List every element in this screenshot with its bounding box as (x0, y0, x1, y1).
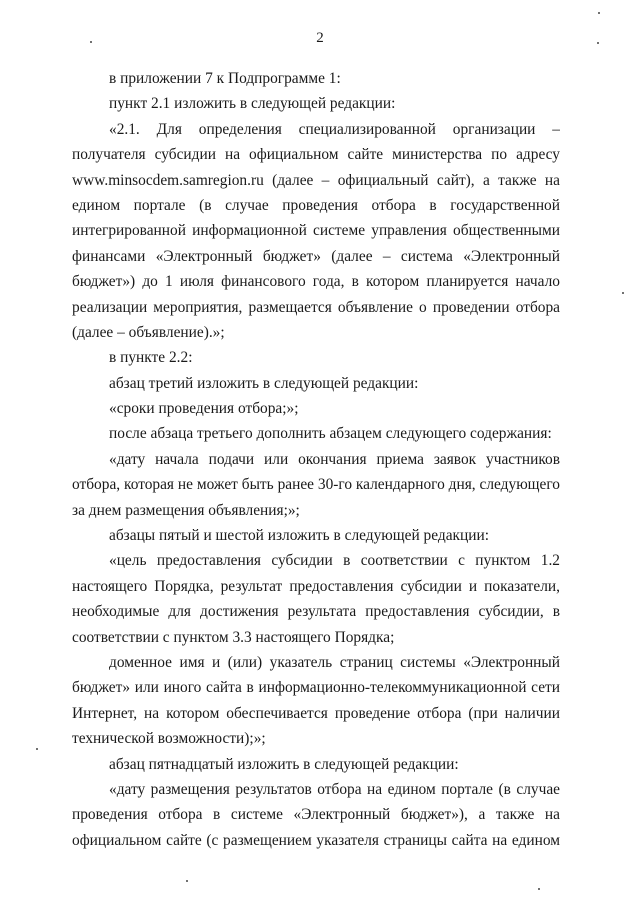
text-line: проведения отбора в системе «Электронный бюджет»), а также на (72, 806, 560, 824)
text-line: «сроки проведения отбора;»; (109, 400, 299, 418)
text-line: едином портале (в случае проведения отбора в государственной (72, 196, 560, 214)
text-line: бюджет») до 1 июля финансового года, в котором планируется начало (72, 273, 560, 291)
text-line: отбора, которая не может быть ранее 30-го календарного дня, следующего (72, 476, 560, 494)
text-line: после абзаца третьего дополнить абзацем следующего содержания: (109, 425, 552, 443)
scan-speck (36, 748, 38, 750)
text-line: в пункте 2.2: (109, 349, 193, 367)
text-line: официальном сайте (с размещением указателя страницы сайта на едином (72, 831, 560, 849)
text-line: настоящего Порядка, результат предоставления субсидии и показатели, (72, 577, 560, 595)
text-line: (далее – объявление).»; (72, 323, 225, 341)
text-line: технической возможности);»; (72, 730, 266, 748)
text-line: необходимые для достижения результата предоставления субсидии, в (72, 603, 560, 621)
text-line: абзац пятнадцатый изложить в следующей редакции: (109, 755, 459, 773)
scan-speck (598, 12, 600, 14)
text-line: «2.1. Для определения специализированной организации – (109, 120, 560, 138)
text-line: соответствии с пунктом 3.3 настоящего Порядка; (72, 628, 395, 646)
scan-speck (538, 888, 540, 890)
scan-speck (597, 42, 599, 44)
text-line: «дату размещения результатов отбора на едином портале (в случае (109, 780, 560, 798)
text-line: «цель предоставления субсидии в соответствии с пунктом 1.2 (109, 552, 560, 570)
scan-speck (186, 880, 188, 882)
text-line: пункт 2.1 изложить в следующей редакции: (109, 95, 396, 113)
text-line: «дату начала подачи или окончания приема заявок участников (109, 450, 560, 468)
page-number: 2 (316, 30, 324, 46)
text-line: реализации мероприятия, размещается объявление о проведении отбора (72, 298, 560, 316)
scan-speck (622, 292, 624, 294)
text-line: финансами «Электронный бюджет» (далее – система «Электронный (72, 247, 560, 265)
text-line: за днем размещения объявления;»; (72, 501, 300, 519)
scan-speck (90, 41, 92, 43)
text-line: интегрированной информационной системе управления общественными (72, 222, 560, 240)
text-line: Интернет, на котором обеспечивается проведение отбора (при наличии (72, 704, 560, 722)
text-line: получателя субсидии на официальном сайте министерства по адресу (72, 146, 560, 164)
text-line: доменное имя и (или) указатель страниц системы «Электронный (109, 653, 560, 671)
text-line: www.minsocdem.samregion.ru (далее – официальный сайт), а также на (72, 171, 560, 189)
text-line: абзац третий изложить в следующей редакции: (109, 374, 419, 392)
text-line: абзацы пятый и шестой изложить в следующей редакции: (109, 527, 490, 545)
document-body (72, 66, 560, 853)
text-line: бюджет» или иного сайта в информационно-телекоммуникационной сети (72, 679, 560, 697)
text-line: в приложении 7 к Подпрограмме 1: (109, 70, 341, 87)
